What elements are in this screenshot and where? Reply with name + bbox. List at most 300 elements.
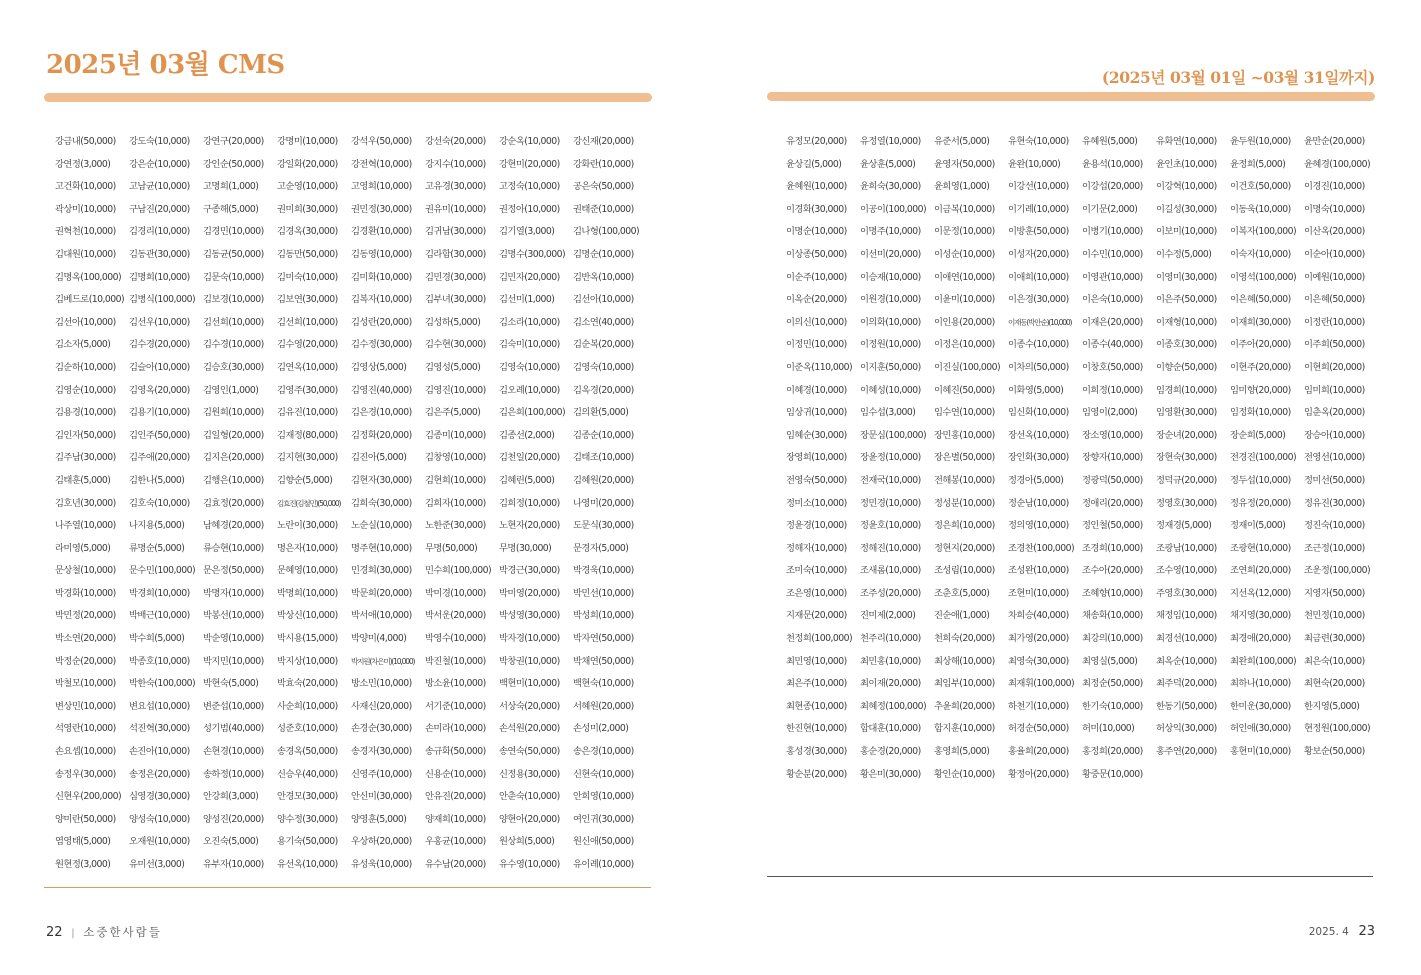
- donor-entry: 박배근(10,000): [129, 610, 190, 622]
- donor-entry: 오재원(10,000): [129, 836, 190, 848]
- donor-entry: 전경진(100,000): [1230, 452, 1297, 464]
- donor-entry: 한미운(30,000): [1230, 700, 1291, 712]
- donor-entry: 이재형(10,000): [1156, 316, 1217, 328]
- donor-entry: 손미라(10,000): [425, 723, 486, 735]
- donor-entry: 김인주(50,000): [129, 429, 190, 441]
- donor-entry: 이윤미(10,000): [934, 294, 995, 306]
- donor-entry: 전영선(10,000): [1304, 452, 1365, 464]
- donor-entry: 이혜경(10,000): [786, 384, 847, 396]
- donor-entry: 조성완(10,000): [1008, 565, 1069, 577]
- donor-entry: 함지훈(10,000): [934, 723, 995, 735]
- donor-entry: 유화연(10,000): [1156, 136, 1217, 147]
- donor-entry: 김원희(10,000): [203, 407, 264, 419]
- donor-entry: 강금내(50,000): [55, 136, 116, 147]
- donor-entry: 황인순(10,000): [934, 768, 995, 780]
- donor-entry: 황정아(20,000): [1008, 768, 1069, 780]
- donor-entry: 김보연(30,000): [277, 294, 338, 306]
- donor-entry: 최현종(10,000): [786, 700, 847, 712]
- donor-entry: 김혜린(5,000): [499, 474, 555, 486]
- donor-entry: 강연정(3,000): [55, 158, 111, 170]
- donor-entry: 김종선(2,000): [499, 429, 555, 441]
- donor-entry: 이명숙(10,000): [1304, 203, 1365, 215]
- donor-entry: 명은자(10,000): [277, 542, 338, 554]
- footer-separator: |: [71, 928, 75, 939]
- donor-entry: 최이재(20,000): [860, 678, 921, 690]
- donor-entry: 김유진(10,000): [277, 407, 338, 419]
- donor-entry: 박상신(10,000): [277, 610, 338, 622]
- donor-entry: 최정순(50,000): [1082, 678, 1143, 690]
- donor-entry: 윤희영(1,000): [934, 181, 990, 193]
- donor-entry: 강석우(50,000): [351, 136, 412, 147]
- donor-entry: 장선옥(10,000): [1008, 429, 1069, 441]
- donor-entry: 장향자(10,000): [1082, 452, 1143, 464]
- donor-entry: 김동관(30,000): [129, 248, 190, 260]
- donor-entry: 김대원(10,000): [55, 248, 116, 260]
- donor-entry: 윤혜경(100,000): [1304, 158, 1371, 170]
- page-title: 2025년 03월 CMS: [46, 50, 285, 80]
- donor-entry: 백현미(10,000): [499, 678, 560, 690]
- donor-entry: 민수희(100,000): [425, 565, 492, 577]
- donor-entry: 노현자(20,000): [499, 520, 560, 532]
- donor-entry: 박미영(20,000): [499, 587, 560, 599]
- donor-entry: 장순녀(20,000): [1156, 429, 1217, 441]
- donor-entry: 홍현미(10,000): [1230, 746, 1291, 758]
- donor-entry: 이희정(10,000): [1082, 384, 1143, 396]
- donor-entry: 허경순(50,000): [1008, 723, 1069, 735]
- donor-entry: 한동기(50,000): [1156, 700, 1217, 712]
- donor-entry: 윤혜원(10,000): [786, 181, 847, 193]
- donor-entry: 강선숙(20,000): [425, 136, 486, 147]
- donor-entry: 안강희(3,000): [203, 791, 259, 803]
- donor-entry: 전영숙(50,000): [786, 474, 847, 486]
- donor-entry: 류명순(5,000): [129, 542, 185, 554]
- donor-entry: 서상숙(20,000): [499, 700, 560, 712]
- donor-entry: 최금련(30,000): [1304, 633, 1365, 645]
- donor-entry: 전해봉(10,000): [934, 474, 995, 486]
- donor-entry: 허상익(30,000): [1156, 723, 1217, 735]
- donor-entry: 지영자(50,000): [1304, 587, 1365, 599]
- donor-entry: 최주덕(20,000): [1156, 678, 1217, 690]
- donor-entry: 장현숙(30,000): [1156, 452, 1217, 464]
- donor-entry: 김수경(10,000): [203, 339, 264, 351]
- donor-entry: 서혜원(20,000): [573, 700, 634, 712]
- donor-entry: 강연구(20,000): [203, 136, 264, 147]
- donor-entry: 조성림(10,000): [934, 565, 995, 577]
- donor-entry: 도문식(30,000): [573, 520, 634, 532]
- donor-entry: 최은주(10,000): [786, 678, 847, 690]
- donor-entry: 김일형(20,000): [203, 429, 264, 441]
- donor-entry: 이재희(30,000): [1230, 316, 1291, 328]
- donor-entry: 임영환(30,000): [1156, 407, 1217, 419]
- donor-entry: 김순하(10,000): [55, 361, 116, 373]
- donor-entry: 이수정(5,000): [1156, 248, 1212, 260]
- donor-entry: 김영숙(10,000): [499, 361, 560, 373]
- donor-entry: 김순복(20,000): [573, 339, 634, 351]
- donor-entry: 유수남(20,000): [425, 859, 486, 870]
- donor-entry: 여인귀(30,000): [573, 813, 634, 825]
- donor-entry: 김선우(10,000): [129, 316, 190, 328]
- donor-entry: 이정은(10,000): [934, 339, 995, 351]
- bottom-rule-left: [44, 887, 651, 888]
- donor-entry: 채정임(10,000): [1156, 610, 1217, 622]
- donor-entry: 노순실(10,000): [351, 520, 412, 532]
- donor-entry: 구남진(20,000): [129, 203, 190, 215]
- donor-entry: 김선희(10,000): [203, 316, 264, 328]
- donor-entry: 이보미(10,000): [1156, 226, 1217, 238]
- donor-entry: 오진숙(5,000): [203, 836, 259, 848]
- donor-entry: 송규화(50,000): [425, 746, 486, 758]
- donor-entry: 문수민(100,000): [129, 565, 196, 577]
- donor-entry: 이성자(20,000): [1008, 248, 1069, 260]
- donor-entry: 원신애(50,000): [573, 836, 634, 848]
- donor-entry: 이종수(10,000): [1008, 339, 1069, 351]
- donor-entry: 김성하(5,000): [425, 316, 481, 328]
- donor-entry: 천정희(100,000): [786, 633, 853, 645]
- donor-entry: 유현숙(10,000): [1008, 136, 1069, 147]
- donor-entry: 윤인초(10,000): [1156, 158, 1217, 170]
- donor-entry: 이혜진(50,000): [934, 384, 995, 396]
- donor-entry: 이현희(20,000): [1304, 361, 1365, 373]
- donor-entry: 유혜원(5,000): [1082, 136, 1138, 147]
- donor-entry: 조운정(100,000): [1304, 565, 1371, 577]
- donor-entry: 이건호(50,000): [1230, 181, 1291, 193]
- donor-entry: 권민정(30,000): [351, 203, 412, 215]
- donor-entry: 황은미(30,000): [860, 768, 921, 780]
- donor-entry: 박지민(10,000): [203, 655, 264, 667]
- donor-entry: 허인애(30,000): [1230, 723, 1291, 735]
- donor-entry: 김태조(10,000): [573, 452, 634, 464]
- donor-entry: 박순영(10,000): [203, 633, 264, 645]
- donor-entry: 최영숙(30,000): [1008, 655, 1069, 667]
- title-bar-decoration: [44, 93, 652, 102]
- donor-entry: 조혜향(10,000): [1082, 587, 1143, 599]
- donor-entry: 김민경(30,000): [425, 271, 486, 283]
- donor-entry: 고건화(10,000): [55, 181, 116, 193]
- donor-entry: 김희자(10,000): [425, 497, 486, 509]
- donor-entry: 강명미(10,000): [277, 136, 338, 147]
- donor-entry: 민경희(30,000): [351, 565, 412, 577]
- donor-entry: 김효정(20,000): [203, 497, 264, 509]
- donor-entry: 변요섭(10,000): [129, 700, 190, 712]
- donor-entry: 김오례(10,000): [499, 384, 560, 396]
- donor-entry: 홍성경(30,000): [786, 746, 847, 758]
- donor-entry: 진미제(2,000): [860, 610, 916, 622]
- donor-entry: 김진아(5,000): [351, 452, 407, 464]
- donor-entry: 정해진(10,000): [860, 542, 921, 554]
- donor-entry: 함대훈(10,000): [860, 723, 921, 735]
- donor-entry: 고남균(10,000): [129, 181, 190, 193]
- issue-date: 2025. 4: [1308, 926, 1349, 938]
- donor-entry: 고영희(10,000): [351, 181, 412, 193]
- donor-entry: 황중문(10,000): [1082, 768, 1143, 780]
- donor-entry: 정현지(20,000): [934, 542, 995, 554]
- donor-entry: 권정아(10,000): [499, 203, 560, 215]
- donor-entry: 최민홍(10,000): [860, 655, 921, 667]
- donor-entry: 조은영(10,000): [786, 587, 847, 599]
- donor-entry: 권미희(30,000): [277, 203, 338, 215]
- donor-entry: 신영주(10,000): [351, 768, 412, 780]
- donor-entry: 정미선(50,000): [1304, 474, 1365, 486]
- donor-entry: 임정화(10,000): [1230, 407, 1291, 419]
- donor-entry: 김명순(10,000): [573, 248, 634, 260]
- donor-entry: 정민경(10,000): [860, 497, 921, 509]
- donor-entry: 이강선(10,000): [1008, 181, 1069, 193]
- donor-entry: 임미향(20,000): [1230, 384, 1291, 396]
- donor-entry: 이종호(30,000): [1156, 339, 1217, 351]
- donor-entry: 송하정(10,000): [203, 768, 264, 780]
- donor-entry: 박서애(10,000): [351, 610, 412, 622]
- donor-entry: 강지수(10,000): [425, 158, 486, 170]
- donor-entry: 박민선(10,000): [573, 587, 634, 599]
- donor-entry: 김행은(10,000): [203, 474, 264, 486]
- donor-entry: 조연희(20,000): [1230, 565, 1291, 577]
- donor-entry: 원상희(5,000): [499, 836, 555, 848]
- donor-entry: 최민영(10,000): [786, 655, 847, 667]
- donor-entry: 임수연(10,000): [934, 407, 995, 419]
- donor-entry: 박문희(20,000): [351, 587, 412, 599]
- donor-entry: 조수아(20,000): [1082, 565, 1143, 577]
- donor-entry: 유준서(5,000): [934, 136, 990, 147]
- donor-entry: 신정용(30,000): [499, 768, 560, 780]
- donor-entry: 이기례(10,000): [1008, 203, 1069, 215]
- donor-entry: 윤완(10,000): [1008, 158, 1061, 170]
- donor-entry: 박경희(10,000): [129, 587, 190, 599]
- donor-entry: 장은별(50,000): [934, 452, 995, 464]
- donor-entry: 이종수(40,000): [1082, 339, 1143, 351]
- donor-entry: 최현숙(20,000): [1304, 678, 1365, 690]
- donor-entry: 신승우(40,000): [277, 768, 338, 780]
- donor-entry: 원현정(3,000): [55, 859, 111, 870]
- footer-left: [46, 924, 162, 940]
- donor-entry: 박한숙(100,000): [129, 678, 196, 690]
- donor-entry: 김희숙(30,000): [351, 497, 412, 509]
- donor-entry: 박성영(30,000): [499, 610, 560, 622]
- donor-entry: 김혜원(20,000): [573, 474, 634, 486]
- donor-entry: 양현아(20,000): [499, 813, 560, 825]
- donor-entry: 김성란(20,000): [351, 316, 412, 328]
- donor-entry: 김동균(50,000): [203, 248, 264, 260]
- donor-entry: 이정란(10,000): [1304, 316, 1365, 328]
- donor-entry: 강순옥(10,000): [499, 136, 560, 147]
- donor-entry: 조새롬(10,000): [860, 565, 921, 577]
- donor-entry: 김영순(10,000): [55, 384, 116, 396]
- donor-entry: 김은경(10,000): [351, 407, 412, 419]
- donor-entry: 홍영희(5,000): [934, 746, 990, 758]
- donor-entry: 조주성(20,000): [860, 587, 921, 599]
- donor-entry: 우상하(20,000): [351, 836, 412, 848]
- donor-entry: 김은주(5,000): [425, 407, 481, 419]
- donor-entry: 박자연(50,000): [573, 633, 634, 645]
- donor-entry: 나주열(10,000): [55, 520, 116, 532]
- donor-entry: 무명(30,000): [499, 542, 552, 554]
- donor-entry: 김경리(10,000): [129, 226, 190, 238]
- donor-entry: 김복자(10,000): [351, 294, 412, 306]
- footer-right: [1309, 924, 1375, 939]
- donor-entry: 김나형(100,000): [573, 226, 640, 238]
- right-page: [710, 0, 1421, 975]
- donor-entry: 황순분(20,000): [786, 768, 847, 780]
- donor-entry: 권유미(10,000): [425, 203, 486, 215]
- donor-entry: 강일화(20,000): [277, 158, 338, 170]
- donor-entry: 이복자(100,000): [1230, 226, 1297, 238]
- donor-entry: 조광현(10,000): [1230, 542, 1291, 554]
- donor-entry: 조경희(10,000): [1082, 542, 1143, 554]
- donor-entry: 박진철(10,000): [425, 655, 486, 667]
- donor-entry: 윤상길(5,000): [786, 158, 842, 170]
- donor-entry: 이문정(10,000): [934, 226, 995, 238]
- donor-entry: 김동영(10,000): [351, 248, 412, 260]
- donor-entry: 박영수(10,000): [425, 633, 486, 645]
- donor-entry: 방소윤(10,000): [425, 678, 486, 690]
- donor-entry: 김숙미(10,000): [499, 339, 560, 351]
- donor-entry: 박민정(20,000): [55, 610, 116, 622]
- donor-entry: 정인철(50,000): [1082, 520, 1143, 532]
- donor-entry: 강화란(10,000): [573, 158, 634, 170]
- donor-entry: 채송화(10,000): [1082, 610, 1143, 622]
- donor-entry: 박명희(10,000): [277, 587, 338, 599]
- donor-entry: 권혁천(10,000): [55, 226, 116, 238]
- donor-entry: 이애연(10,000): [934, 271, 995, 283]
- donor-entry: 정재경(5,000): [1156, 520, 1212, 532]
- donor-entry: 이애희(10,000): [1008, 271, 1069, 283]
- donor-entry: 조광남(10,000): [1156, 542, 1217, 554]
- donor-entry: 임영이(2,000): [1082, 407, 1138, 419]
- donor-entry: 이예원(10,000): [1304, 271, 1365, 283]
- donor-entry: 정유정(20,000): [1230, 497, 1291, 509]
- donor-entry: 노한준(30,000): [425, 520, 486, 532]
- donor-entry: 이정원(10,000): [860, 339, 921, 351]
- donor-entry: 김재정(80,000): [277, 429, 338, 441]
- donor-entry: 지재문(20,000): [786, 610, 847, 622]
- donor-entry: 용기숙(50,000): [277, 836, 338, 848]
- donor-entry: 이성순(10,000): [934, 248, 995, 260]
- donor-entry: 문혜영(10,000): [277, 565, 338, 577]
- donor-entry: 최상해(10,000): [934, 655, 995, 667]
- donor-entry: 조수영(10,000): [1156, 565, 1217, 577]
- donor-entry: 김용경(10,000): [55, 407, 116, 419]
- donor-entry: 박소연(20,000): [55, 633, 116, 645]
- donor-entry: 이준옥(110,000): [786, 361, 853, 373]
- donor-entry: 김반옥(10,000): [573, 271, 634, 283]
- donor-entry: 박미경(10,000): [425, 587, 486, 599]
- donor-entry: 나지용(5,000): [129, 520, 185, 532]
- period-bar-decoration: [767, 92, 1375, 101]
- donor-entry: 윤영자(50,000): [934, 158, 995, 170]
- donor-entry: 손현경(10,000): [203, 746, 264, 758]
- donor-entry: 박성희(10,000): [573, 610, 634, 622]
- donor-entry: 홍주연(20,000): [1156, 746, 1217, 758]
- donor-entry: 장민홍(10,000): [934, 429, 995, 441]
- donor-entry: 정윤호(10,000): [860, 520, 921, 532]
- donor-entry: 조미숙(10,000): [786, 565, 847, 577]
- donor-entry: 김지현(30,000): [277, 452, 338, 464]
- donor-entry: 김영주(30,000): [277, 384, 338, 396]
- donor-entry: 이차의(50,000): [1008, 361, 1069, 373]
- donor-entry: 김천일(20,000): [499, 452, 560, 464]
- donor-entry: 박지원(차은미)(10,000): [351, 656, 415, 666]
- donor-entry: 김지은(20,000): [203, 452, 264, 464]
- donor-entry: 김명옥(100,000): [55, 271, 122, 283]
- donor-entry: 김향순(5,000): [277, 474, 333, 486]
- donor-entry: 김영상(5,000): [351, 361, 407, 373]
- donor-entry: 이지훈(50,000): [860, 361, 921, 373]
- donor-entry: 유성욱(10,000): [351, 859, 412, 870]
- donor-entry: 김명희(10,000): [129, 271, 190, 283]
- donor-entry: 김연옥(10,000): [277, 361, 338, 373]
- donor-entry: 이옥순(20,000): [786, 294, 847, 306]
- donor-entry: 박명자(10,000): [203, 587, 264, 599]
- donor-entry: 이공이(100,000): [860, 203, 927, 215]
- donor-entry: 장순희(5,000): [1230, 429, 1286, 441]
- donor-entry: 이방훈(50,000): [1008, 226, 1069, 238]
- donor-entry: 이숙자(10,000): [1230, 248, 1291, 260]
- donor-entry: 유정열(10,000): [860, 136, 921, 147]
- donor-entry: 송연숙(50,000): [499, 746, 560, 758]
- donor-entry: 박지상(10,000): [277, 655, 338, 667]
- donor-entry: 정광덕(50,000): [1082, 474, 1143, 486]
- donor-entry: 이창호(50,000): [1082, 361, 1143, 373]
- donor-entry: 유미선(3,000): [129, 859, 185, 870]
- donor-entry: 라미영(5,000): [55, 542, 111, 554]
- donor-entry: 양성진(20,000): [203, 813, 264, 825]
- donor-entry: 송정은(20,000): [129, 768, 190, 780]
- donor-entry: 김선아(10,000): [573, 294, 634, 306]
- donor-entry: 김영진(40,000): [351, 384, 412, 396]
- donor-entry: 손석원(20,000): [499, 723, 560, 735]
- donor-entry: 이영관(10,000): [1082, 271, 1143, 283]
- donor-entry: 김선희(10,000): [277, 316, 338, 328]
- donor-entry: 김미숙(10,000): [277, 271, 338, 283]
- donor-list-left: [55, 135, 647, 881]
- donor-entry: 신용순(10,000): [425, 768, 486, 780]
- donor-entry: 김수경(20,000): [129, 339, 190, 351]
- donor-entry: 김영성(5,000): [425, 361, 481, 373]
- donor-entry: 한진현(10,000): [786, 723, 847, 735]
- donor-entry: 김명수(300,000): [499, 248, 566, 260]
- donor-entry: 김용기(10,000): [129, 407, 190, 419]
- donor-entry: 유이례(10,000): [573, 859, 634, 870]
- donor-entry: 정영호(30,000): [1156, 497, 1217, 509]
- donor-entry: 윤만순(20,000): [1304, 136, 1365, 147]
- donor-entry: 신현숙(10,000): [573, 768, 634, 780]
- donor-entry: 송정우(30,000): [55, 768, 116, 780]
- donor-entry: 이은혜(50,000): [1304, 294, 1365, 306]
- donor-entry: 윤두원(10,000): [1230, 136, 1291, 147]
- donor-entry: 한지영(5,000): [1304, 700, 1360, 712]
- donor-entry: 정경아(5,000): [1008, 474, 1064, 486]
- donor-entry: 이은경(30,000): [1008, 294, 1069, 306]
- donor-entry: 장소영(10,000): [1082, 429, 1143, 441]
- donor-entry: 최혜정(100,000): [860, 700, 927, 712]
- donor-entry: 석영란(10,000): [55, 723, 116, 735]
- donor-entry: 임신화(10,000): [1008, 407, 1069, 419]
- donor-entry: 염영태(5,000): [55, 836, 111, 848]
- donor-entry: 안춘숙(10,000): [499, 791, 560, 803]
- donor-entry: 성기범(40,000): [203, 723, 264, 735]
- donor-entry: 이화영(5,000): [1008, 384, 1064, 396]
- donor-entry: 정두섭(10,000): [1230, 474, 1291, 486]
- donor-entry: 이강섭(20,000): [1082, 181, 1143, 193]
- donor-entry: 박경근(30,000): [499, 565, 560, 577]
- donor-entry: 진순애(1,000): [934, 610, 990, 622]
- donor-entry: 양미란(50,000): [55, 813, 116, 825]
- donor-entry: 사재신(20,000): [351, 700, 412, 712]
- donor-entry: 이인용(20,000): [934, 316, 995, 328]
- donor-entry: 김경환(10,000): [351, 226, 412, 238]
- donor-entry: 이의화(10,000): [860, 316, 921, 328]
- donor-entry: 최경애(20,000): [1230, 633, 1291, 645]
- donor-entry: 김수영(20,000): [277, 339, 338, 351]
